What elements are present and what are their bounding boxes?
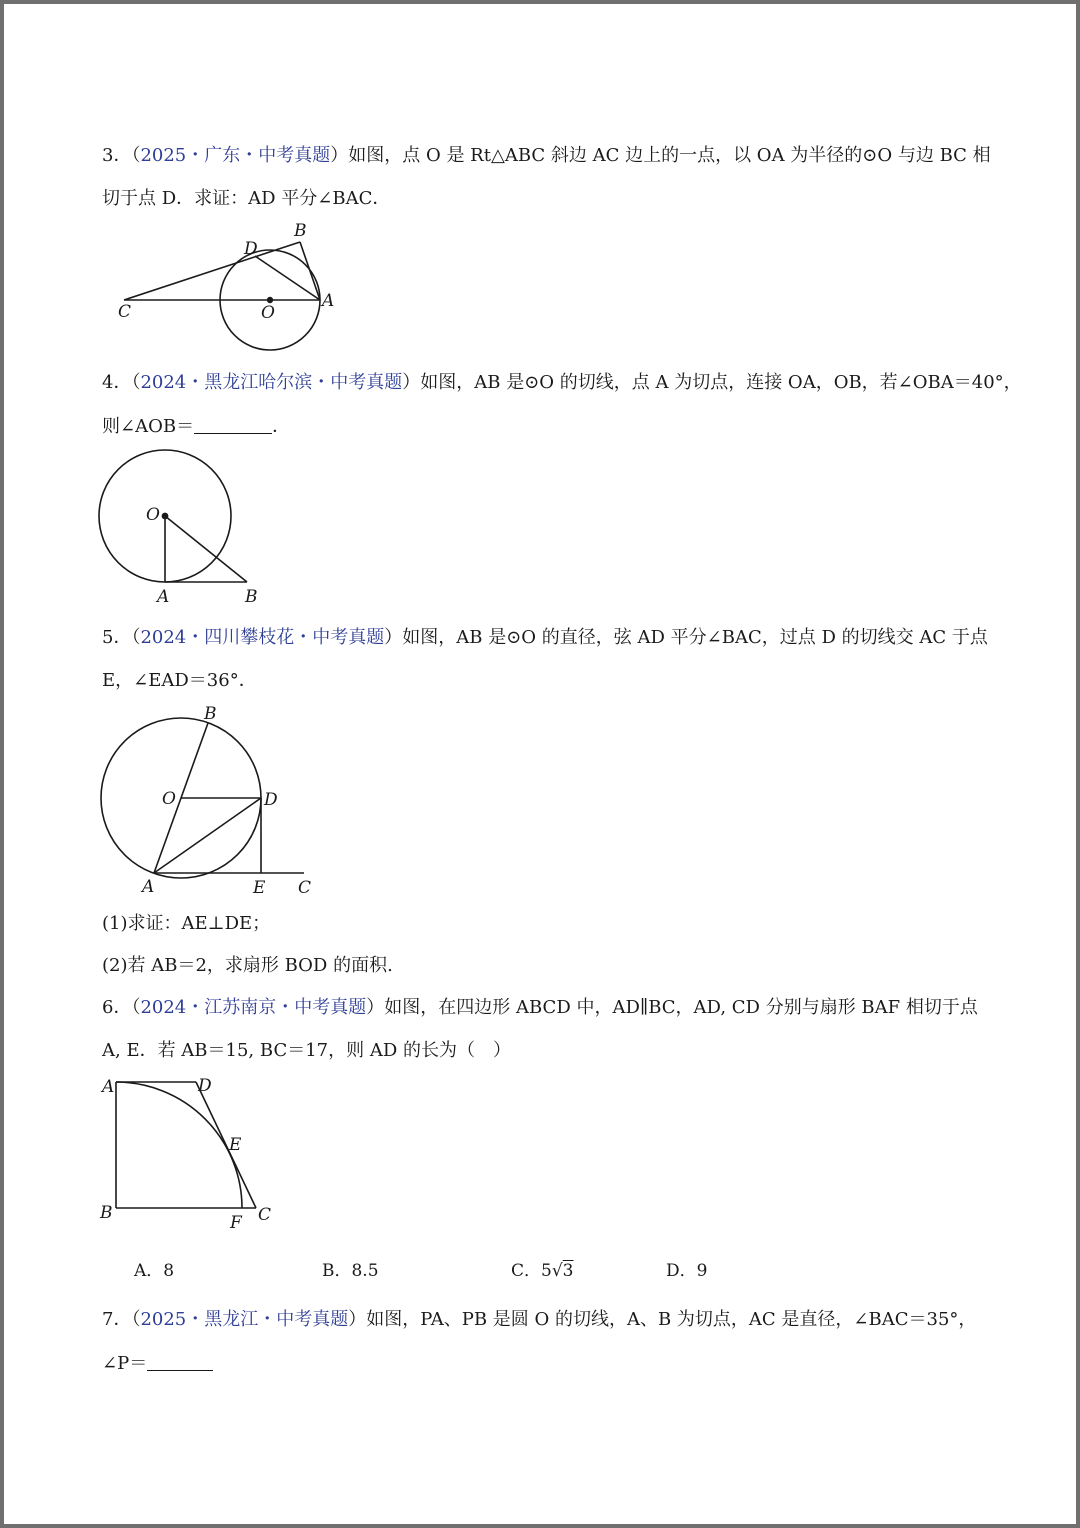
q3-number: 3．（	[102, 145, 141, 166]
q3-label-a: A	[322, 291, 335, 311]
q7-line2	[102, 1352, 213, 1376]
q4-answer-blank[interactable]	[194, 415, 272, 434]
q3-segment-da	[255, 256, 320, 300]
q7-text: ）如图，PA、PB 是圆 O 的切线，A、B 为切点，AC 是直径，∠BAC＝35°，	[348, 1309, 977, 1330]
q5-label-o: O	[162, 789, 176, 809]
q6-line2: A, E．若 AB＝15, BC＝17，则 AD 的长为（ ）	[102, 1040, 511, 1061]
q6-text: ）如图，在四边形 ABCD 中，AD∥BC，AD, CD 分别与扇形 BAF 相切于点	[366, 997, 978, 1018]
q5-line2: E，∠EAD＝36°．	[102, 670, 257, 691]
q6-arc-af	[116, 1082, 242, 1208]
q3-figure	[124, 242, 320, 350]
q5-subquestion-1: (1)求证：AE⊥DE；	[102, 913, 271, 934]
q4-line1	[102, 371, 1022, 395]
q4-figure	[99, 450, 247, 582]
q5-label-d: D	[264, 790, 278, 810]
q5-number: 5．（	[102, 627, 141, 648]
q4-line2	[102, 415, 290, 439]
q3-segment-cb	[124, 242, 300, 300]
q4-source: 2024・黑龙江哈尔滨・中考真题	[140, 372, 403, 393]
q4-prompt: 则∠AOB＝	[102, 416, 195, 437]
q7-line1	[102, 1308, 976, 1332]
figures-canvas	[4, 4, 1076, 1524]
q4-period: ．	[272, 416, 291, 437]
q5-text: ）如图，AB 是⊙O 的直径，弦 AD 平分∠BAC，过点 D 的切线交 AC 于点	[384, 627, 988, 648]
q5-label-c: C	[298, 878, 312, 898]
q3-line2: 切于点 D．求证：AD 平分∠BAC．	[102, 188, 391, 209]
q6-option-d[interactable]: D．9	[666, 1261, 708, 1281]
q6-line1	[102, 996, 978, 1020]
q5-subquestion-2: (2)若 AB＝2，求扇形 BOD 的面积.	[102, 955, 393, 976]
q6-number: 6．（	[102, 997, 141, 1018]
q7-source: 2025・黑龙江・中考真题	[140, 1309, 349, 1330]
q6-label-e: E	[229, 1135, 242, 1155]
q7-answer-blank[interactable]	[147, 1352, 213, 1371]
q6-option-c-coefficient: C．5	[511, 1261, 552, 1281]
q6-label-a: A	[102, 1077, 115, 1097]
q7-number: 7．（	[102, 1309, 141, 1330]
q3-label-b: B	[294, 221, 307, 241]
q6-label-f: F	[230, 1213, 242, 1233]
q6-label-c: C	[258, 1205, 272, 1225]
q6-option-a[interactable]: A．8	[134, 1261, 175, 1281]
document-page	[4, 4, 1076, 1524]
q3-segment-ba	[300, 242, 320, 300]
q5-chord-ad	[154, 798, 261, 873]
q4-label-o: O	[146, 505, 160, 525]
q3-label-d: D	[244, 239, 258, 259]
q3-source: 2025・广东・中考真题	[140, 145, 331, 166]
q6-option-c[interactable]	[511, 1259, 574, 1283]
q6-label-b: B	[100, 1203, 113, 1223]
q3-text: ）如图，点 O 是 Rt△ABC 斜边 AC 边上的一点，以 OA 为半径的⊙O 与边 BC 相	[330, 145, 991, 166]
q4-label-b: B	[245, 587, 258, 607]
q5-label-b: B	[204, 704, 217, 724]
q5-line1	[102, 626, 988, 650]
q4-text: ）如图，AB 是⊙O 的切线，点 A 为切点，连接 OA，OB，若∠OBA＝40°，	[402, 372, 1022, 393]
q5-source: 2024・四川攀枝花・中考真题	[140, 627, 385, 648]
q3-label-c: C	[118, 302, 132, 322]
q7-prompt: ∠P＝	[102, 1353, 148, 1374]
q6-option-b[interactable]: B．8.5	[322, 1261, 379, 1281]
q4-segment-ob	[165, 516, 247, 582]
q3-label-o: O	[261, 303, 275, 323]
q4-center-dot	[162, 513, 167, 518]
q3-center-dot	[268, 298, 273, 303]
sqrt-icon: √	[551, 1261, 563, 1281]
q4-label-a: A	[157, 587, 170, 607]
q4-number: 4．（	[102, 372, 141, 393]
q6-label-d: D	[198, 1076, 212, 1096]
q6-option-c-radicand: 3	[562, 1261, 574, 1281]
q6-source: 2024・江苏南京・中考真题	[140, 997, 367, 1018]
q5-label-a: A	[142, 877, 155, 897]
q5-label-e: E	[253, 878, 266, 898]
